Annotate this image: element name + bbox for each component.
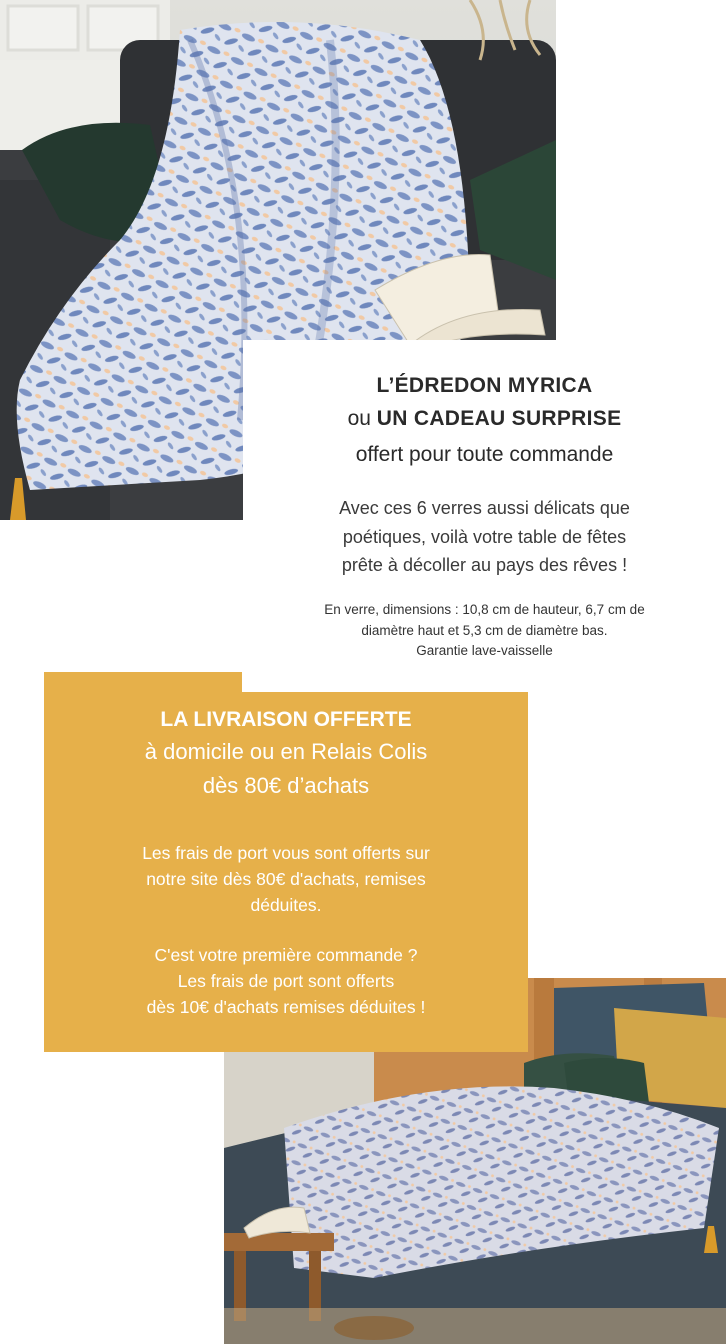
delivery-card [44,672,528,1052]
delivery-paragraph-line: dès 10€ d'achats remises déduites ! [146,997,426,1017]
offer-details-line: Garantie lave-vaisselle [416,643,553,658]
offer-description-line: poétiques, voilà votre table de fêtes [342,527,627,547]
offer-details-line: En verre, dimensions : 10,8 cm de hauteur, 6,7 cm de [324,602,645,617]
delivery-paragraph-line: déduites. [250,895,322,915]
offer-card [243,340,726,680]
delivery-paragraph-line: Les frais de port sont offerts [177,971,395,991]
delivery-paragraph-line: notre site dès 80€ d'achats, remises [146,869,426,889]
delivery-subtitle-line2: dès 80€ d’achats [202,773,370,798]
delivery-subtitle-line1: à domicile ou en Relais Colis [144,739,428,764]
offer-title-line1: L’ÉDREDON MYRICA [376,374,593,397]
delivery-paragraph-line: C'est votre première commande ? [154,945,418,965]
offer-title-line2: ou UN CADEAU SURPRISE [347,407,622,430]
delivery-title: LA LIVRAISON OFFERTE [160,708,412,731]
offer-title-line3: offert pour toute commande [355,443,614,466]
offer-details-line: diamètre haut et 5,3 cm de diamètre bas. [361,623,608,638]
offer-description-line: Avec ces 6 verres aussi délicats que [339,498,630,518]
card-notch [242,672,528,692]
offer-description-line: prête à décoller au pays des rêves ! [341,555,628,575]
delivery-paragraph-line: Les frais de port vous sont offerts sur [142,843,430,863]
